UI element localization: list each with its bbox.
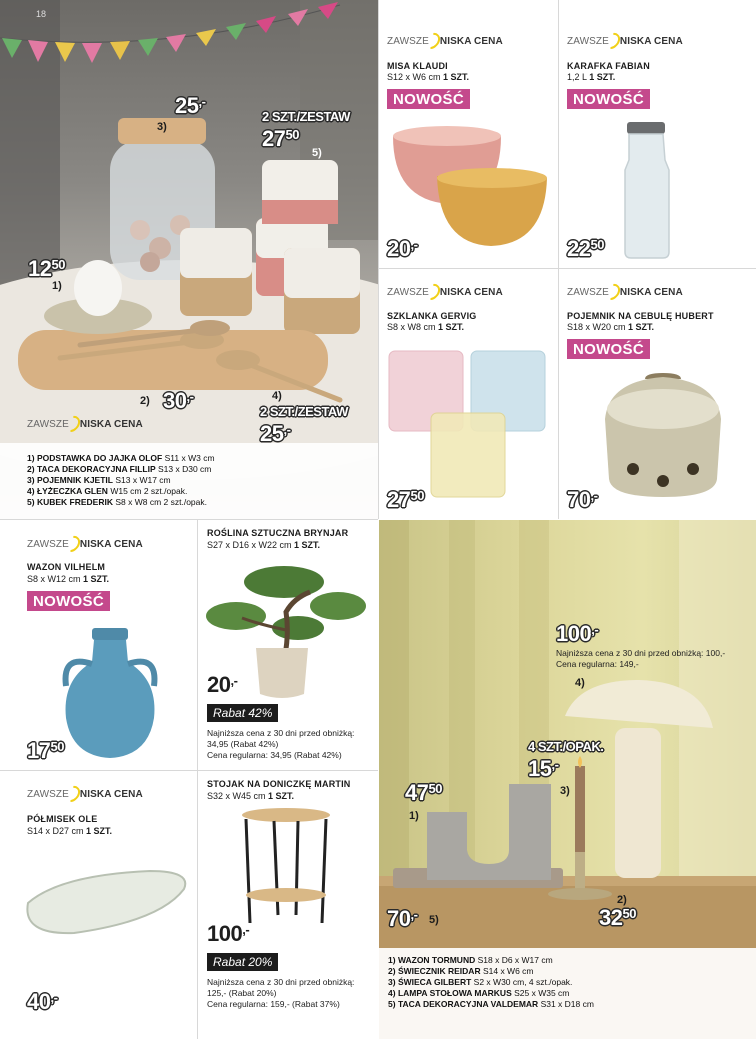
product-name: WAZON VILHELM [27, 562, 106, 572]
product-price: $27^{50}$ [387, 487, 424, 512]
brand-arc-icon [61, 413, 84, 436]
pojemnik-illustration [559, 269, 756, 519]
product-dimensions: 1,2 L 1 SZT. [567, 72, 616, 82]
brand-zawsze-niska-cena: ZAWSZE NISKA CENA [27, 535, 143, 553]
hero-photo-left [0, 0, 378, 519]
brand-zawsze-niska-cena: ZAWSZE NISKA CENA [27, 415, 143, 433]
product-card-szklanka-gervig[interactable] [379, 269, 558, 519]
brand-zawsze-niska-cena: ZAWSZE NISKA CENA [567, 32, 683, 50]
discount-badge: Rabat 42% [207, 704, 278, 722]
price-podstawka-olof: $12^{50}$ [28, 256, 65, 281]
product-card-stojak-martin[interactable] [198, 771, 378, 1039]
marker-4: 4) [272, 390, 282, 402]
product-dimensions: S27 x D16 x W22 cm 1 SZT. [207, 540, 321, 550]
marker-5: 5) [312, 147, 322, 159]
product-name: MISA KLAUDI [387, 61, 448, 71]
product-name: PÓŁMISEK OLE [27, 814, 98, 824]
product-price: 100,- [207, 921, 250, 946]
product-name: SZKLANKA GERVIG [387, 311, 477, 321]
new-badge: NOWOŚĆ [27, 591, 110, 611]
price-swieca-gilbert: 15,- [528, 756, 559, 781]
brand-zawsze-niska-cena: ZAWSZE NISKA CENA [567, 283, 683, 301]
product-price: 70,- [567, 487, 598, 512]
new-badge: NOWOŚĆ [387, 89, 470, 109]
legend-row: 1) PODSTAWKA DO JAJKA OLOF S11 x W3 cm [27, 453, 215, 463]
product-card-misa-klaudi[interactable] [379, 0, 558, 268]
price-taca-valdemar: 70,- [387, 906, 418, 931]
product-name: STOJAK NA DONICZKĘ MARTIN [207, 779, 351, 789]
price-lyzeczka-glen: 25,- [260, 421, 291, 446]
price-taca-fillip: 30,- [163, 388, 194, 413]
legend-row: 3) POJEMNIK KJETIL S13 x W17 cm [27, 475, 171, 485]
marker-4: 4) [575, 677, 585, 689]
product-card-pojemnik-hubert[interactable] [559, 269, 756, 519]
label-2-szt-zestaw: 2 SZT./ZESTAW [262, 109, 350, 124]
brand-zawsze-niska-cena: ZAWSZE NISKA CENA [387, 32, 503, 50]
price-wazon-tormund: $47^{50}$ [405, 780, 442, 805]
szklanka-illustration [379, 269, 558, 519]
label-2-szt-zestaw-2: 2 SZT./ZESTAW [260, 404, 348, 419]
product-name: ROŚLINA SZTUCZNA BRYNJAR [207, 528, 349, 538]
brand-zawsze-niska-cena: ZAWSZE NISKA CENA [387, 283, 503, 301]
misa-illustration [379, 0, 558, 268]
product-name: POJEMNIK NA CEBULĘ HUBERT [567, 311, 714, 321]
marker-1: 1) [409, 810, 419, 822]
discount-badge: Rabat 20% [207, 953, 278, 971]
karafka-illustration [559, 0, 756, 268]
product-card-polmisek-ole[interactable] [0, 771, 197, 1039]
hero-right-legend [388, 955, 594, 1010]
legend-row: 2) ŚWIECZNIK REIDAR S14 x W6 cm [388, 966, 534, 976]
product-dimensions: S8 x W8 cm 1 SZT. [387, 322, 465, 332]
new-badge: NOWOŚĆ [567, 339, 650, 359]
legend-row: 2) TACA DEKORACYJNA FILLIP S13 x D30 cm [27, 464, 212, 474]
price-kubek-frederik: $27^{50}$ [262, 126, 299, 151]
wazon-illustration [0, 520, 197, 770]
price-pojemnik-kjetil: 25,- [175, 93, 206, 118]
legend-row: 5) TACA DEKORACYJNA VALDEMAR S31 x D18 cm [388, 999, 594, 1009]
hero-photo-right [379, 520, 756, 1039]
new-badge: NOWOŚĆ [567, 89, 650, 109]
label-4-szt-opak: 4 SZT./OPAK. [528, 739, 604, 754]
product-dimensions: S8 x W12 cm 1 SZT. [27, 574, 110, 584]
marker-2: 2) [617, 894, 627, 906]
hero-left-legend [27, 453, 215, 508]
product-price: 40,- [27, 989, 58, 1014]
product-card-karafka-fabian[interactable] [559, 0, 756, 268]
marker-2: 2) [140, 395, 150, 407]
product-name: KARAFKA FABIAN [567, 61, 650, 71]
product-card-wazon-vilhelm[interactable] [0, 520, 197, 770]
marker-3: 3) [560, 785, 570, 797]
marker-5: 5) [429, 914, 439, 926]
price-note: Najniższa cena z 30 dni przed obniżką: 100,- Cena regularna: 149,- [556, 648, 726, 669]
legend-row: 4) LAMPA STOŁOWA MARKUS S25 x W35 cm [388, 988, 570, 998]
brand-zawsze-niska-cena: ZAWSZE NISKA CENA [27, 785, 143, 803]
legend-row: 5) KUBEK FREDERIK S8 x W8 cm 2 szt./opak. [27, 497, 207, 507]
product-dimensions: S32 x W45 cm 1 SZT. [207, 791, 295, 801]
page-number: 18 [36, 9, 47, 19]
legend-row: 3) ŚWIECA GILBERT S2 x W30 cm, 4 szt./opak. [388, 977, 573, 987]
marker-3: 3) [157, 121, 167, 133]
product-dimensions: S12 x W6 cm 1 SZT. [387, 72, 470, 82]
price-swiecznik-reidar: $32^{50}$ [599, 905, 636, 930]
marker-1: 1) [52, 280, 62, 292]
product-price: $17^{50}$ [27, 738, 64, 763]
legend-row: 4) ŁYŻECZKA GLEN W15 cm 2 szt./opak. [27, 486, 188, 496]
product-price: $22^{50}$ [567, 236, 604, 261]
product-dimensions: S14 x D27 cm 1 SZT. [27, 826, 113, 836]
price-lampa-markus: 100,- [556, 621, 599, 646]
price-note: Najniższa cena z 30 dni przed obniżką: 34,95 (Rabat 42%) Cena regularna: 34,95 (Rabat 42%) [207, 728, 355, 760]
price-note: Najniższa cena z 30 dni przed obniżką: 125,- (Rabat 20%) Cena regularna: 159,- (Rabat 37%) [207, 977, 355, 1009]
product-dimensions: S18 x W20 cm 1 SZT. [567, 322, 655, 332]
product-card-roslina-brynjar[interactable] [198, 520, 378, 770]
product-price: 20,- [387, 236, 418, 261]
product-price: 20,- [207, 672, 238, 697]
legend-row: 1) WAZON TORMUND S18 x D6 x W17 cm [388, 955, 553, 965]
